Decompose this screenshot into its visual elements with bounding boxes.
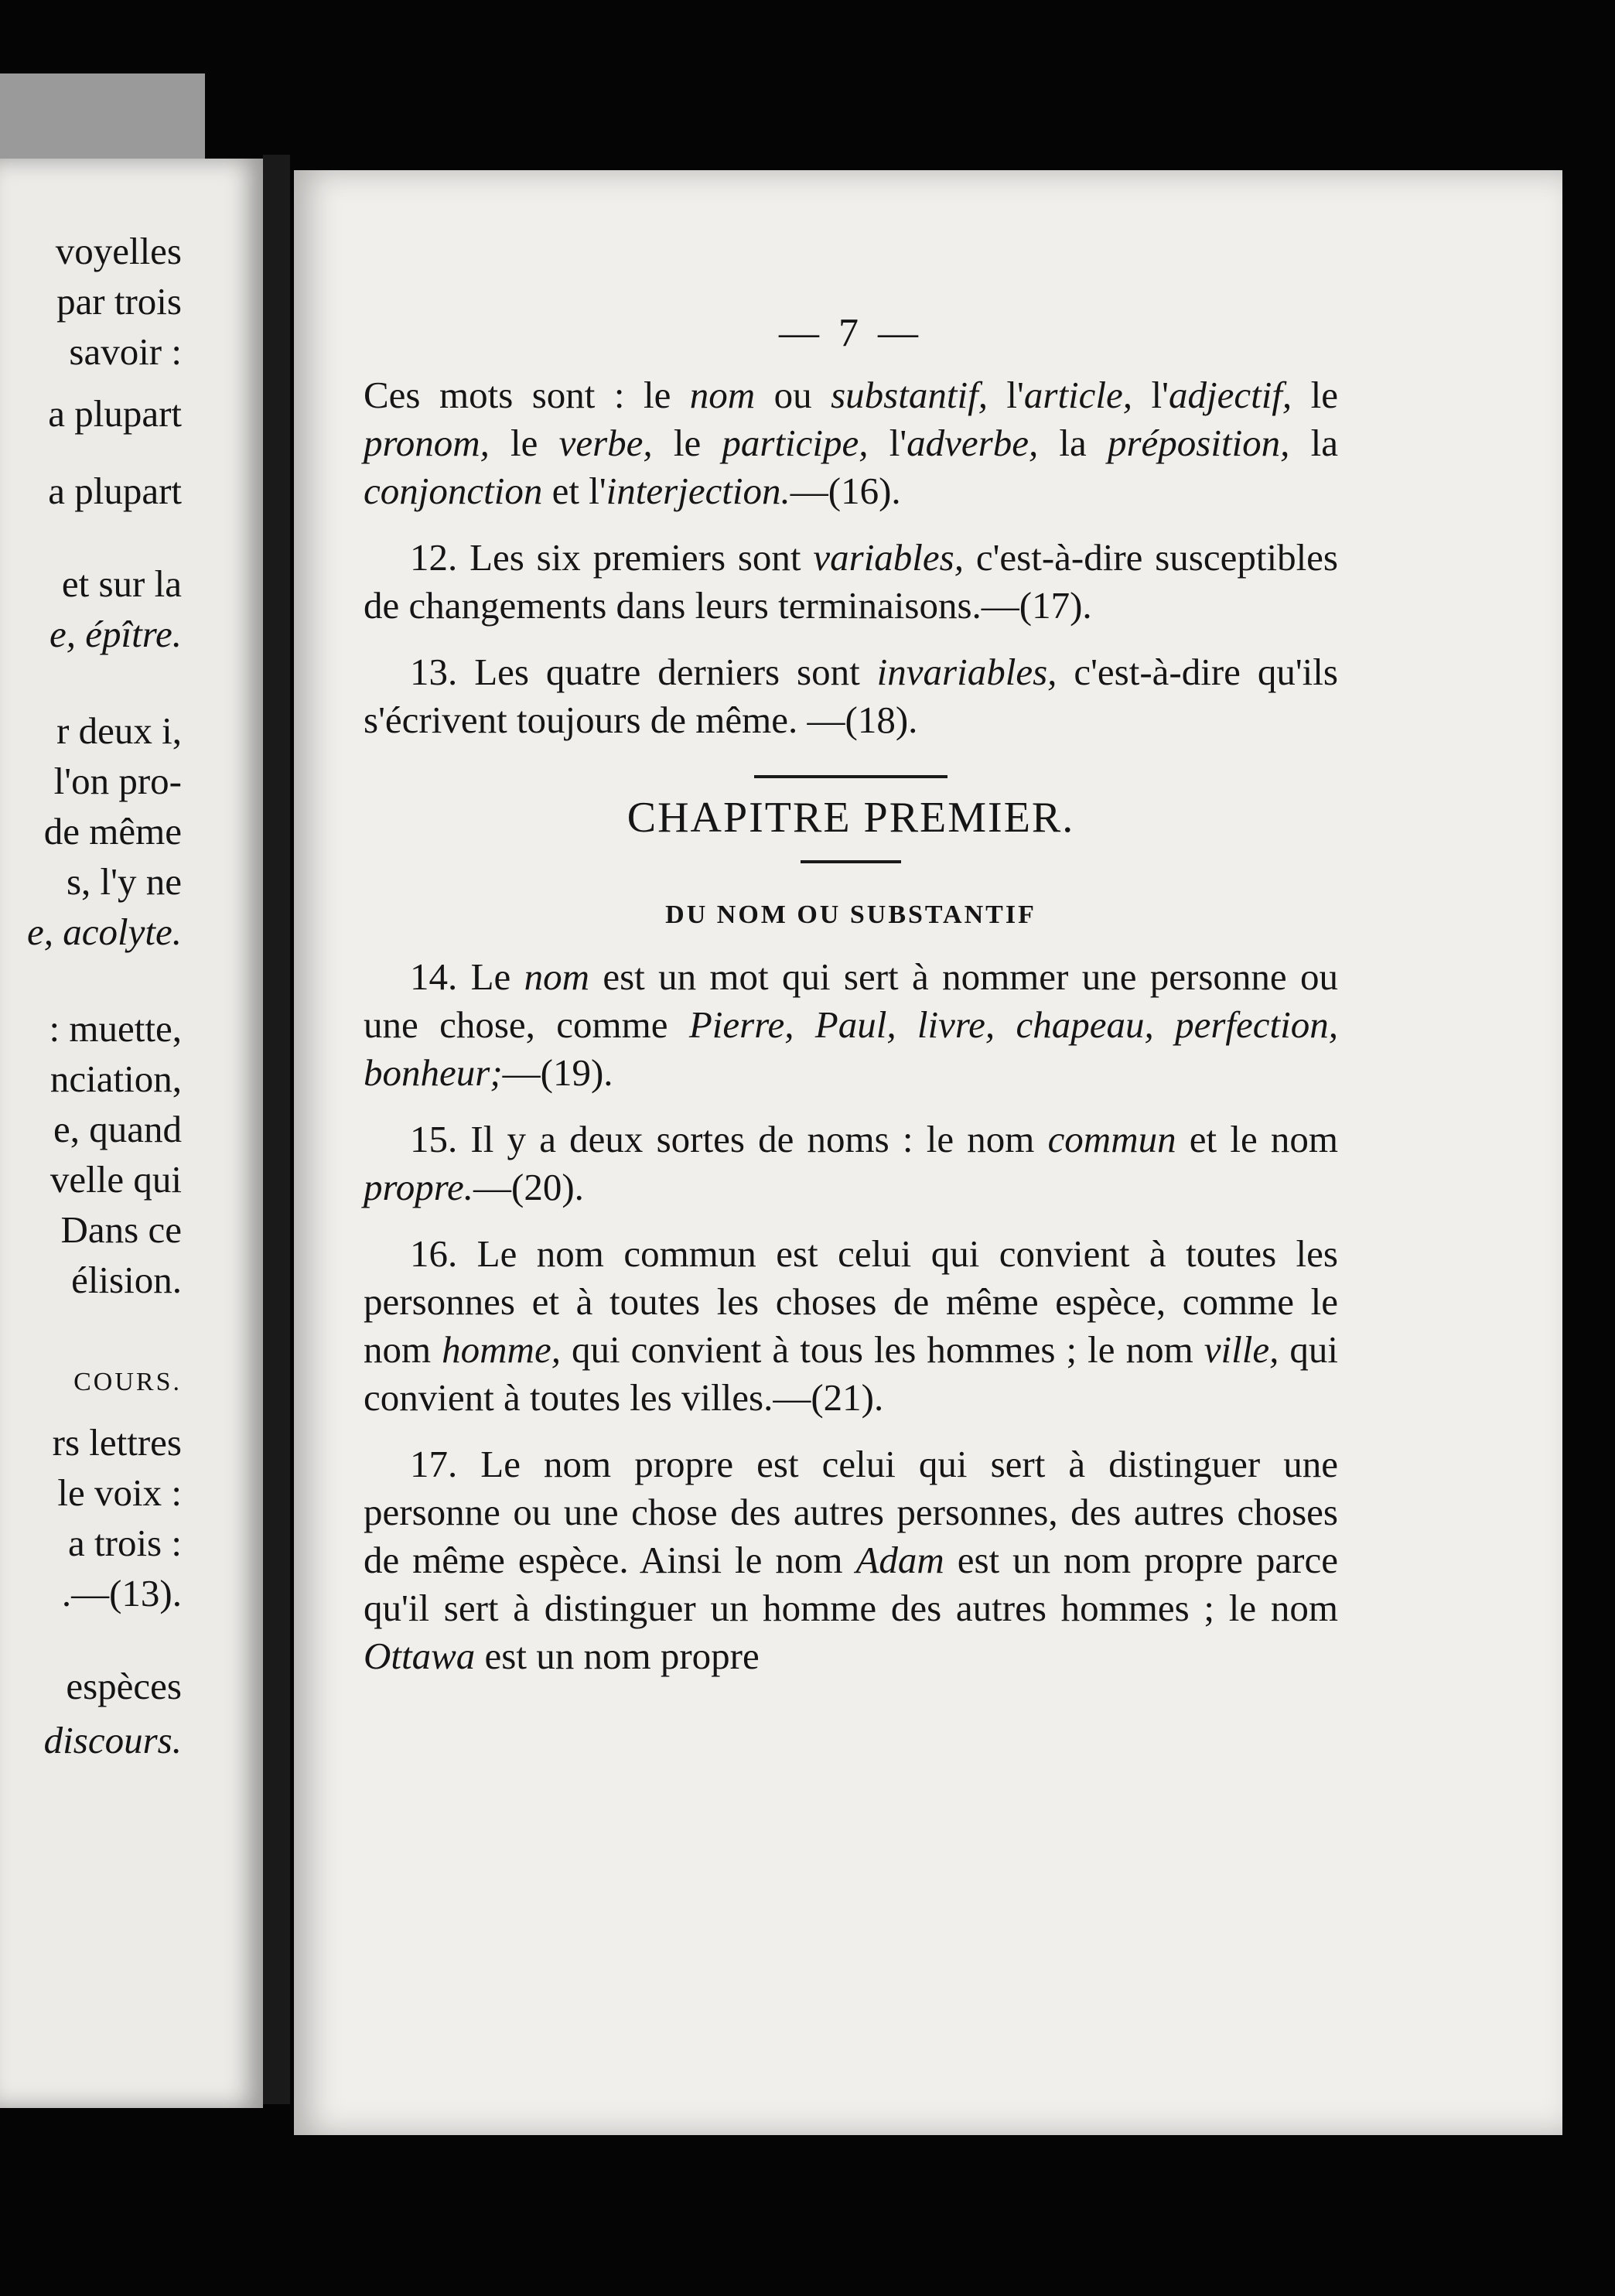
left-page-line: l'on pro- xyxy=(53,760,182,802)
left-page xyxy=(0,159,263,2108)
left-page-line: a plupart xyxy=(48,470,182,512)
left-page-line: a trois : xyxy=(68,1522,182,1564)
page-number: — 7 — xyxy=(779,311,923,355)
left-page-line: voyelles xyxy=(55,230,182,272)
paragraph-13: 13. Les quatre derniers sont invariables, c'est-à-dire qu'ils s'écrivent toujours de même. —(18). xyxy=(364,651,1338,741)
left-page-line: par trois xyxy=(56,280,182,323)
page-text xyxy=(364,309,1338,1699)
left-page-line: .—(13). xyxy=(61,1572,182,1614)
paragraph-11-continuation: Ces mots sont : le nom ou substantif, l'article, l'adjectif, le pronom, le verbe, le participe, l'adverbe, la préposition, la conjonction et l'interjection.—(16). xyxy=(364,374,1338,512)
left-page-line: et sur la xyxy=(61,562,182,605)
paragraph-17: 17. Le nom propre est celui qui sert à distinguer une personne ou une chose des autres personnes, des autres choses de même espèce. Ainsi le nom Adam est un nom propre parce qu'il sert à distinguer un homme des autres hommes ; le nom Ottawa est un nom propre xyxy=(364,1443,1338,1677)
left-page-line: velle qui xyxy=(50,1158,182,1201)
left-page-line: e, quand xyxy=(53,1108,182,1150)
paragraph-12: 12. Les six premiers sont variables, c'est-à-dire susceptibles de changements dans leurs terminaisons.—(17). xyxy=(364,536,1338,627)
left-page-line: espèces xyxy=(66,1665,182,1707)
paragraph-14: 14. Le nom est un mot qui sert à nommer une personne ou une chose, comme Pierre, Paul, livre, chapeau, perfection, bonheur;—(19). xyxy=(364,955,1338,1094)
left-page-line: de même xyxy=(43,810,182,852)
left-page-line: e, acolyte. xyxy=(27,911,182,953)
left-page-line: : muette, xyxy=(49,1007,182,1050)
left-page-line: e, épître. xyxy=(50,613,182,655)
left-page-line: nciation, xyxy=(50,1057,182,1100)
left-page-line: s, l'y ne xyxy=(66,860,182,903)
divider-rule-small xyxy=(801,860,901,863)
book-gutter xyxy=(263,155,290,2104)
left-page-line: rs lettres xyxy=(52,1421,182,1464)
left-page-line: élision. xyxy=(71,1259,182,1301)
left-page-line: savoir : xyxy=(69,330,182,373)
paragraph-16: 16. Le nom commun est celui qui convient à toutes les personnes et à toutes les choses de même espèce, comme le nom homme, qui convient à tous les hommes ; le nom ville, qui convient à toutes les villes.—(21). xyxy=(364,1232,1338,1419)
left-page-line: r deux i, xyxy=(56,709,182,752)
section-title: DU NOM OU SUBSTANTIF xyxy=(665,900,1036,929)
left-page-line: discours. xyxy=(43,1719,182,1761)
left-page-line: COURS. xyxy=(73,1368,182,1396)
paragraph-15: 15. Il y a deux sortes de noms : le nom commun et le nom propre.—(20). xyxy=(364,1118,1338,1208)
divider-rule xyxy=(754,775,947,778)
right-page xyxy=(294,170,1562,2135)
left-page-line: le voix : xyxy=(57,1471,182,1514)
left-page-stub xyxy=(0,73,205,162)
left-page-line: a plupart xyxy=(48,392,182,435)
left-page-line: Dans ce xyxy=(60,1208,182,1251)
chapter-title: CHAPITRE PREMIER. xyxy=(627,794,1075,842)
